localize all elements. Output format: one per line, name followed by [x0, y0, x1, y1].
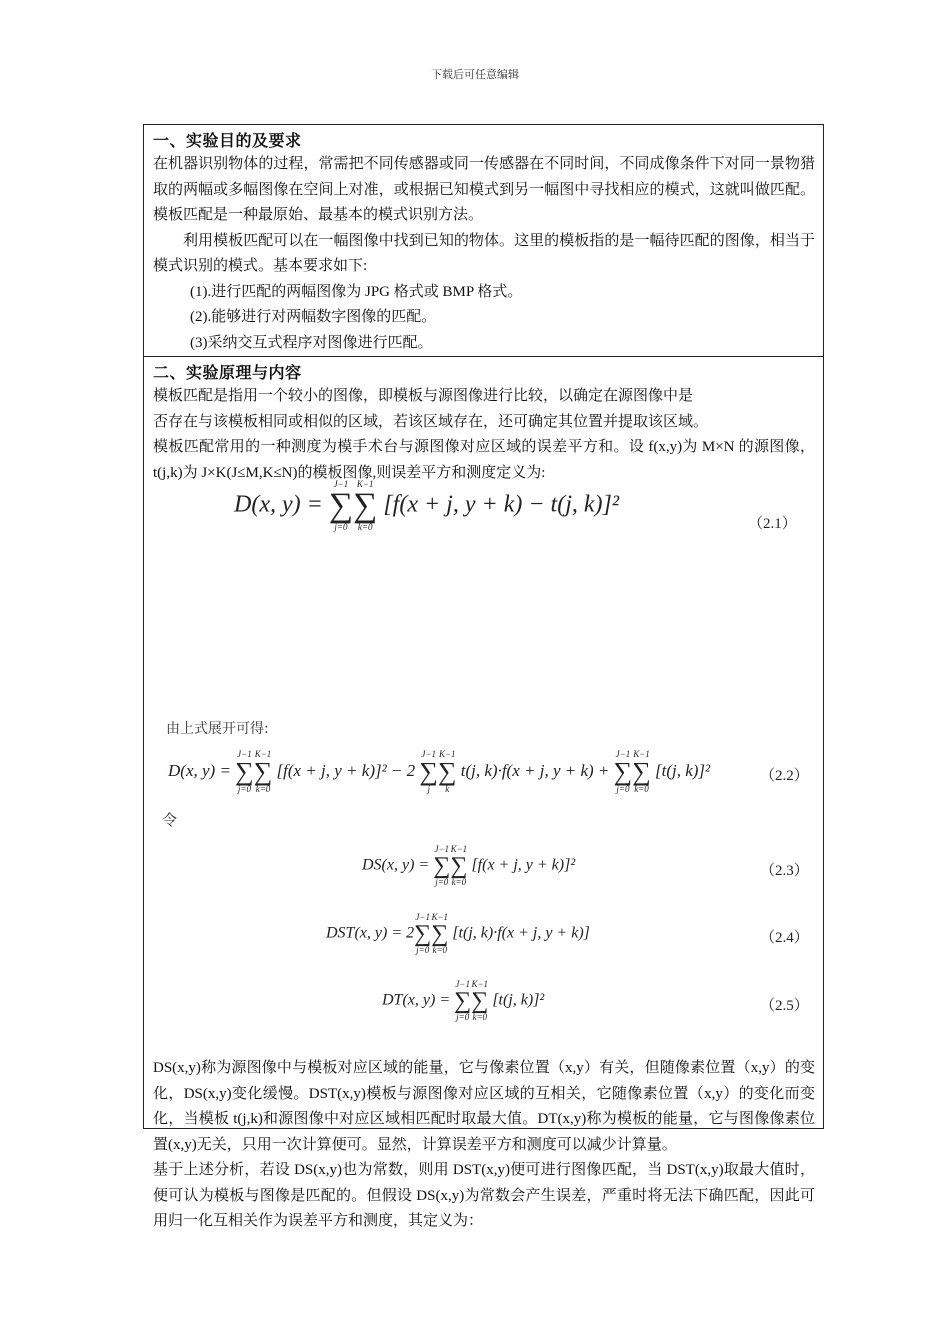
paragraph: 模板匹配常用的一种测度为模手术台与源图像对应区域的误差平方和。设 f(x,y)为 M×N 的源图像，t(j,k)为 J×K(J≤M,K≤N)的模板图像,则误差平方和测度定义为: [153, 439, 815, 481]
equation-2-2: D(x, y) = J−1 ∑ j=0 K−1 ∑ k=0 [f(x + j, y + k)]² − 2 J−1 ∑ j K−1 ∑ k t(j, k)·f(x + j, y + k) + J−1 ∑ j=0 K−1 ∑ k=0 [t(j, k)]² [168, 749, 711, 794]
paragraph: 否存在与该模板相同或相似的区域，若该区域存在，还可确定其位置并提取该区域。 [153, 413, 709, 430]
equation-2-4: DST(x, y) = 2 J−1 ∑ j=0 K−1 ∑ k=0 [t(j, k)·f(x + j, y + k)] [326, 912, 590, 955]
equation-2-5: DT(x, y) = J−1 ∑ j=0 K−1 ∑ k=0 [t(j, k)]² [382, 979, 545, 1022]
equation-number: （2.1） [748, 516, 797, 532]
requirement-item: (1).进行匹配的两幅图像为 JPG 格式或 BMP 格式。 [190, 283, 523, 300]
paragraph: 在机器识别物体的过程，常需把不同传感器或同一传感器在不同时间，不同成像条件下对同一景物猎取的两幅或多幅图像在空间上对准，或根据已知模式到另一幅图中寻找相应的模式，这就叫做匹配。模板匹配是一种最原始、最基本的模式识别方法。 [153, 156, 815, 223]
section-principle [144, 357, 823, 1229]
paragraph: 基于上述分析，若设 DS(x,y)也为常数，则用 DST(x,y)便可进行图像匹配，当 DST(x,y)取最大值时，便可认为模板与图像是匹配的。但假设 DS(x,y)为常数会产生误差，严重时将无法下确匹配，因此可用归一化互相关作为误差平方和测度，其定义为： [153, 1162, 815, 1229]
expand-label: 由上式展开可得: [166, 721, 269, 737]
section-objectives [144, 125, 823, 357]
equation-number: （2.2） [760, 768, 809, 784]
section-body-lower [153, 1056, 815, 1235]
section-body [153, 152, 815, 356]
let-label: 令 [162, 811, 178, 829]
requirement-item: (3)采纳交互式程序对图像进行匹配。 [190, 334, 433, 351]
paragraph: 模板匹配是指用一个较小的图像，即模板与源图像进行比较，以确定在源图像中是 [153, 388, 694, 404]
equation-2-1: D(x, y) = J−1 ∑ j=0 K−1 ∑ k=0 [f(x + j, y + k) − t(j, k)]² [234, 479, 620, 532]
equation-2-3: DS(x, y) = J−1 ∑ j=0 K−1 ∑ k=0 [f(x + j, y + k)]² [362, 844, 576, 887]
equation-number: （2.5） [760, 998, 809, 1014]
report-table [143, 124, 824, 1229]
equation-number: （2.4） [760, 930, 809, 946]
section-heading: 二、实验原理与内容 [153, 363, 302, 382]
page-header: 下载后可任意编辑 [431, 69, 519, 81]
section-body [153, 384, 815, 486]
paragraph: 利用模板匹配可以在一幅图像中找到已知的物体。这里的模板指的是一幅待匹配的图像，相当于模式识别的模式。基本要求如下: [153, 232, 815, 274]
requirement-item: (2).能够进行对两幅数字图像的匹配。 [190, 309, 437, 325]
equation-number: （2.3） [760, 863, 809, 879]
section-heading: 一、实验目的及要求 [153, 131, 302, 150]
paragraph: DS(x,y)称为源图像中与模板对应区域的能量，它与像素位置（x,y）有关，但随像素位置（x,y）的变化，DS(x,y)变化缓慢。DST(x,y)模板与源图像对应区域的互相关，它随像素位置（x,y）的变化而变化，当模板 t(j,k)和源图像中对应区域相匹配时取最大值。DT(x,y)称为模板的能量，它与图像像素位置(x,y)无关，只用一次计算便可。显然，计算误差平方和测度可以减少计算量。 [153, 1060, 815, 1153]
